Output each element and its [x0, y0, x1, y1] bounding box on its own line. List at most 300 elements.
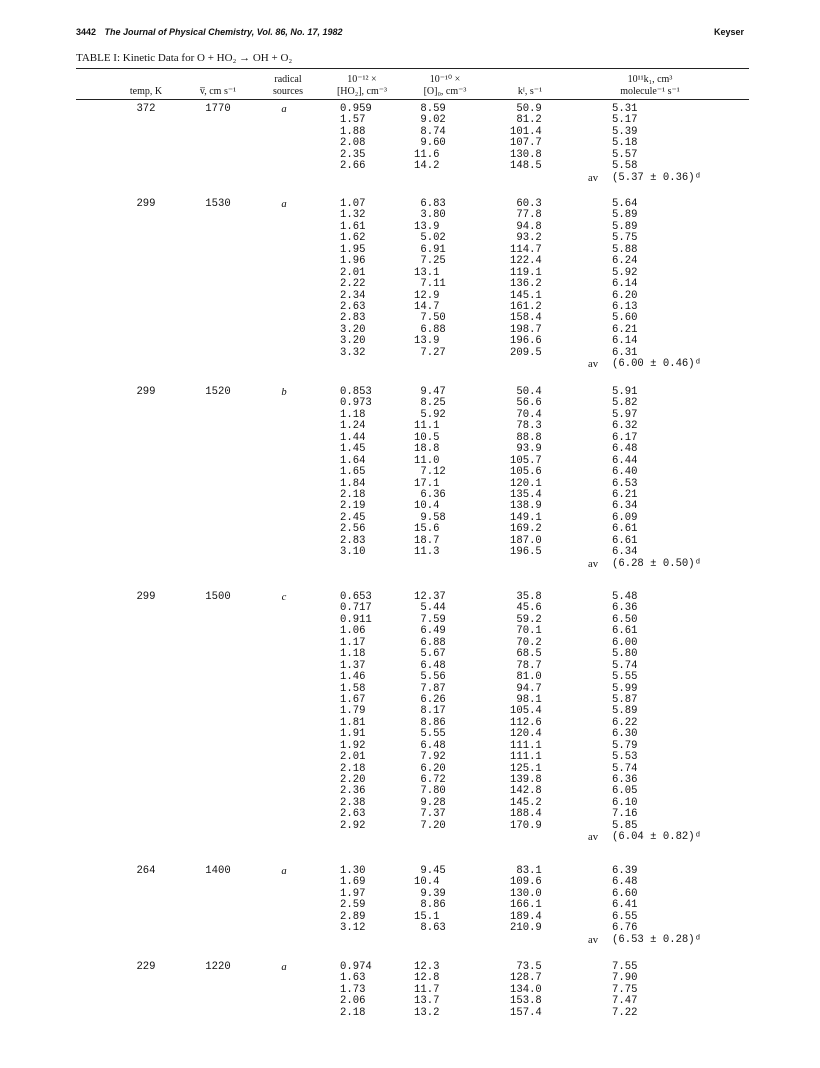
cell-k1: 6.61 — [612, 534, 638, 547]
cell-o: 8.59 — [414, 103, 446, 115]
cell-ho2: 2.01 — [340, 266, 366, 279]
cell-kI: 198.7 — [510, 323, 542, 336]
cell-kI: 50.4 — [510, 386, 542, 398]
cell-o: 5.92 — [414, 408, 446, 421]
cell-kI: 196.6 — [510, 335, 542, 348]
average-row — [76, 173, 749, 184]
cell-ho2: 1.62 — [340, 232, 366, 245]
table-row — [76, 672, 749, 683]
cell-kI: 161.2 — [510, 300, 542, 313]
cell-kI: 145.1 — [510, 289, 542, 302]
group-velocity: 1400 — [205, 865, 231, 877]
cell-kI: 209.5 — [510, 346, 542, 359]
cell-o: 6.20 — [414, 762, 446, 775]
cell-k1: 6.30 — [612, 728, 638, 741]
cell-k1: 7.75 — [612, 983, 638, 996]
cell-kI: 142.8 — [510, 785, 542, 798]
table-row — [76, 536, 749, 547]
cell-k1: 6.55 — [612, 910, 638, 923]
cell-k1: 5.58 — [612, 160, 638, 173]
cell-o: 7.25 — [414, 255, 446, 268]
cell-o: 12.8 — [414, 972, 440, 985]
cell-ho2: 2.34 — [340, 289, 366, 302]
cell-k1: 5.18 — [612, 137, 638, 150]
cell-ho2: 1.30 — [340, 865, 366, 877]
cell-ho2: 0.911 — [340, 613, 372, 626]
cell-k1: 6.17 — [612, 431, 638, 444]
header-k1 — [590, 74, 710, 97]
cell-ho2: 0.717 — [340, 602, 372, 615]
table-row — [76, 741, 749, 752]
table-row — [76, 433, 749, 444]
table-row — [76, 996, 749, 1007]
cell-kI: 189.4 — [510, 910, 542, 923]
table-row — [76, 127, 749, 138]
table-row — [76, 547, 749, 558]
page-number: 3442 — [76, 27, 97, 37]
cell-k1: 5.39 — [612, 125, 638, 138]
cell-k1: 6.32 — [612, 420, 638, 433]
cell-k1: 5.74 — [612, 762, 638, 775]
header-radical-top: radical — [274, 74, 302, 85]
cell-kI: 120.4 — [510, 728, 542, 741]
table-row — [76, 336, 749, 347]
table-row — [76, 245, 749, 256]
cell-o: 13.1 — [414, 266, 440, 279]
table-row — [76, 973, 749, 984]
cell-kI: 81.0 — [510, 671, 542, 684]
cell-ho2: 1.91 — [340, 728, 366, 741]
cell-ho2: 1.73 — [340, 983, 366, 996]
cell-k1: 6.61 — [612, 523, 638, 536]
cell-ho2: 2.66 — [340, 160, 366, 173]
table-row — [76, 513, 749, 524]
table-row — [76, 603, 749, 614]
cell-k1: 6.50 — [612, 613, 638, 626]
average-value: (6.53 ± 0.28)ᵈ — [612, 933, 702, 946]
cell-ho2: 2.18 — [340, 488, 366, 501]
cell-o: 11.6 — [414, 148, 440, 161]
cell-ho2: 1.18 — [340, 408, 366, 421]
table-row — [76, 729, 749, 740]
table-row — [76, 222, 749, 233]
cell-kI: 81.2 — [510, 114, 542, 127]
cell-ho2: 0.974 — [340, 961, 372, 973]
cell-o: 12.9 — [414, 289, 440, 302]
cell-kI: 112.6 — [510, 716, 542, 729]
cell-ho2: 1.92 — [340, 739, 366, 752]
cell-k1: 6.24 — [612, 255, 638, 268]
cell-o: 14.7 — [414, 300, 440, 313]
table-row — [76, 161, 749, 172]
table-row — [76, 638, 749, 649]
cell-kI: 94.8 — [510, 220, 542, 233]
cell-ho2: 1.37 — [340, 659, 366, 672]
cell-k1: 6.34 — [612, 500, 638, 513]
group-temp: 229 — [136, 961, 156, 973]
cell-ho2: 2.18 — [340, 762, 366, 775]
header-k1-top: 10¹¹k₁, cm³ — [627, 74, 673, 85]
table-row — [76, 912, 749, 923]
average-row — [76, 359, 749, 370]
group-source: a — [281, 104, 287, 115]
cell-ho2: 2.22 — [340, 278, 366, 291]
cell-k1: 6.36 — [612, 602, 638, 615]
cell-k1: 7.16 — [612, 808, 638, 821]
cell-kI: 68.5 — [510, 648, 542, 661]
cell-kI: 70.1 — [510, 625, 542, 638]
cell-ho2: 2.06 — [340, 995, 366, 1008]
cell-k1: 5.55 — [612, 671, 638, 684]
group-temp: 299 — [136, 386, 156, 398]
cell-k1: 5.60 — [612, 312, 638, 325]
average-value: (6.28 ± 0.50)ᵈ — [612, 557, 702, 570]
cell-ho2: 1.64 — [340, 454, 366, 467]
group-velocity: 1770 — [205, 103, 231, 115]
cell-ho2: 2.63 — [340, 808, 366, 821]
table-row — [76, 798, 749, 809]
table-row — [76, 877, 749, 888]
cell-k1: 5.89 — [612, 705, 638, 718]
cell-kI: 93.9 — [510, 443, 542, 456]
cell-ho2: 3.20 — [340, 323, 366, 336]
table-row — [76, 150, 749, 161]
table-row — [76, 718, 749, 729]
cell-kI: 148.5 — [510, 160, 542, 173]
cell-k1: 6.34 — [612, 546, 638, 559]
cell-kI: 56.6 — [510, 397, 542, 410]
cell-o: 8.25 — [414, 397, 446, 410]
cell-kI: 158.4 — [510, 312, 542, 325]
cell-o: 15.1 — [414, 910, 440, 923]
cell-kI: 157.4 — [510, 1006, 542, 1019]
header-kI: kᴵ, s⁻¹ — [517, 86, 543, 97]
cell-ho2: 3.12 — [340, 922, 366, 935]
cell-kI: 60.3 — [510, 198, 542, 210]
table-row — [76, 210, 749, 221]
table-row — [76, 104, 749, 115]
table-row — [76, 900, 749, 911]
cell-o: 7.80 — [414, 785, 446, 798]
cell-o: 8.74 — [414, 125, 446, 138]
cell-k1: 6.76 — [612, 922, 638, 935]
cell-ho2: 2.89 — [340, 910, 366, 923]
cell-k1: 5.91 — [612, 386, 638, 398]
table-row — [76, 233, 749, 244]
group-velocity: 1220 — [205, 961, 231, 973]
header-velocity: v̅, cm s⁻¹ — [199, 86, 237, 97]
header-o-top: 10⁻¹⁰ × — [429, 74, 461, 85]
cell-k1: 5.74 — [612, 659, 638, 672]
cell-k1: 6.20 — [612, 289, 638, 302]
cell-k1: 6.21 — [612, 488, 638, 501]
cell-k1: 5.88 — [612, 243, 638, 256]
cell-ho2: 1.24 — [340, 420, 366, 433]
cell-k1: 7.90 — [612, 972, 638, 985]
cell-ho2: 1.81 — [340, 716, 366, 729]
cell-kI: 166.1 — [510, 899, 542, 912]
cell-kI: 94.7 — [510, 682, 542, 695]
cell-o: 6.88 — [414, 323, 446, 336]
cell-kI: 134.0 — [510, 983, 542, 996]
table-header-rule — [76, 99, 749, 100]
cell-o: 13.2 — [414, 1006, 440, 1019]
cell-o: 3.80 — [414, 209, 446, 222]
cell-o: 8.63 — [414, 922, 446, 935]
cell-o: 7.59 — [414, 613, 446, 626]
cell-o: 7.92 — [414, 751, 446, 764]
cell-k1: 6.10 — [612, 796, 638, 809]
cell-kI: 88.8 — [510, 431, 542, 444]
cell-ho2: 1.88 — [340, 125, 366, 138]
cell-o: 12.3 — [414, 961, 440, 973]
table-row — [76, 866, 749, 877]
cell-ho2: 1.96 — [340, 255, 366, 268]
cell-o: 9.60 — [414, 137, 446, 150]
cell-o: 12.37 — [414, 591, 446, 603]
cell-o: 9.45 — [414, 865, 446, 877]
cell-o: 14.2 — [414, 160, 440, 173]
cell-ho2: 1.32 — [340, 209, 366, 222]
cell-ho2: 2.35 — [340, 148, 366, 161]
group-temp: 372 — [136, 103, 156, 115]
cell-kI: 59.2 — [510, 613, 542, 626]
cell-ho2: 1.17 — [340, 636, 366, 649]
cell-o: 8.17 — [414, 705, 446, 718]
cell-kI: 130.8 — [510, 148, 542, 161]
cell-kI: 120.1 — [510, 477, 542, 490]
cell-k1: 6.14 — [612, 335, 638, 348]
cell-o: 7.20 — [414, 819, 446, 832]
cell-ho2: 1.84 — [340, 477, 366, 490]
cell-ho2: 2.19 — [340, 500, 366, 513]
cell-kI: 210.9 — [510, 922, 542, 935]
cell-ho2: 2.38 — [340, 796, 366, 809]
cell-kI: 93.2 — [510, 232, 542, 245]
average-label: av — [588, 359, 598, 371]
cell-k1: 6.48 — [612, 443, 638, 456]
table-row — [76, 291, 749, 302]
header-k1-bottom: molecule⁻¹ s⁻¹ — [620, 86, 680, 97]
table-row — [76, 985, 749, 996]
cell-kI: 98.1 — [510, 693, 542, 706]
table-row — [76, 752, 749, 763]
cell-ho2: 2.01 — [340, 751, 366, 764]
table-row — [76, 962, 749, 973]
cell-k1: 5.85 — [612, 819, 638, 832]
cell-o: 9.02 — [414, 114, 446, 127]
table-row — [76, 115, 749, 126]
cell-o: 7.12 — [414, 466, 446, 479]
cell-o: 5.55 — [414, 728, 446, 741]
cell-o: 7.87 — [414, 682, 446, 695]
cell-o: 18.8 — [414, 443, 440, 456]
cell-kI: 70.2 — [510, 636, 542, 649]
cell-o: 11.0 — [414, 454, 440, 467]
group-source: a — [281, 199, 287, 210]
cell-o: 7.27 — [414, 346, 446, 359]
average-label: av — [588, 934, 598, 946]
cell-ho2: 1.06 — [340, 625, 366, 638]
cell-kI: 73.5 — [510, 961, 542, 973]
cell-k1: 5.31 — [612, 103, 638, 115]
average-value: (6.04 ± 0.82)ᵈ — [612, 831, 702, 844]
cell-o: 6.91 — [414, 243, 446, 256]
header-ho2 — [322, 74, 402, 97]
cell-ho2: 1.57 — [340, 114, 366, 127]
cell-kI: 114.7 — [510, 243, 542, 256]
cell-k1: 5.53 — [612, 751, 638, 764]
cell-o: 10.5 — [414, 431, 440, 444]
cell-kI: 135.4 — [510, 488, 542, 501]
cell-k1: 5.97 — [612, 408, 638, 421]
table-row — [76, 775, 749, 786]
table-row — [76, 256, 749, 267]
cell-ho2: 1.95 — [340, 243, 366, 256]
table-row — [76, 479, 749, 490]
cell-kI: 169.2 — [510, 523, 542, 536]
cell-kI: 45.6 — [510, 602, 542, 615]
cell-o: 13.9 — [414, 335, 440, 348]
group-temp: 264 — [136, 865, 156, 877]
cell-o: 17.1 — [414, 477, 440, 490]
header-o-bottom: [O]₀, cm⁻³ — [423, 86, 467, 97]
cell-k1: 5.79 — [612, 739, 638, 752]
table-row — [76, 279, 749, 290]
cell-o: 10.4 — [414, 500, 440, 513]
cell-kI: 128.7 — [510, 972, 542, 985]
table-row — [76, 268, 749, 279]
cell-k1: 7.55 — [612, 961, 638, 973]
cell-k1: 6.31 — [612, 346, 638, 359]
cell-k1: 5.92 — [612, 266, 638, 279]
table-row — [76, 626, 749, 637]
cell-o: 9.47 — [414, 386, 446, 398]
cell-k1: 6.36 — [612, 774, 638, 786]
cell-k1: 5.89 — [612, 209, 638, 222]
cell-kI: 188.4 — [510, 808, 542, 821]
group-source: a — [281, 866, 287, 877]
cell-o: 5.44 — [414, 602, 446, 615]
group-source: a — [281, 962, 287, 973]
cell-ho2: 2.56 — [340, 523, 366, 536]
cell-ho2: 2.36 — [340, 785, 366, 798]
table-row — [76, 1008, 749, 1019]
table-row — [76, 923, 749, 934]
cell-kI: 119.1 — [510, 266, 542, 279]
table-row — [76, 684, 749, 695]
cell-kI: 83.1 — [510, 865, 542, 877]
cell-kI: 78.7 — [510, 659, 542, 672]
cell-kI: 130.0 — [510, 887, 542, 900]
cell-o: 9.28 — [414, 796, 446, 809]
cell-kI: 111.1 — [510, 739, 542, 752]
cell-kI: 105.6 — [510, 466, 542, 479]
cell-ho2: 3.32 — [340, 346, 366, 359]
average-row — [76, 832, 749, 843]
cell-k1: 5.89 — [612, 220, 638, 233]
cell-ho2: 1.63 — [340, 972, 366, 985]
cell-ho2: 2.83 — [340, 534, 366, 547]
cell-kI: 125.1 — [510, 762, 542, 775]
cell-o: 6.48 — [414, 659, 446, 672]
table-row — [76, 490, 749, 501]
group-source: c — [281, 592, 287, 603]
table-row — [76, 661, 749, 672]
header-ho2-top: 10⁻¹² × — [347, 74, 377, 85]
cell-k1: 5.80 — [612, 648, 638, 661]
cell-o: 9.58 — [414, 511, 446, 524]
table-row — [76, 695, 749, 706]
group-velocity: 1530 — [205, 198, 231, 210]
cell-o: 13.9 — [414, 220, 440, 233]
cell-k1: 6.61 — [612, 625, 638, 638]
cell-k1: 5.82 — [612, 397, 638, 410]
cell-ho2: 0.853 — [340, 386, 372, 398]
cell-k1: 6.53 — [612, 477, 638, 490]
table-row — [76, 889, 749, 900]
cell-k1: 5.99 — [612, 682, 638, 695]
cell-kI: 153.8 — [510, 995, 542, 1008]
cell-ho2: 2.63 — [340, 300, 366, 313]
cell-k1: 7.47 — [612, 995, 638, 1008]
cell-ho2: 0.959 — [340, 103, 372, 115]
cell-k1: 6.41 — [612, 899, 638, 912]
table-row — [76, 786, 749, 797]
cell-o: 6.72 — [414, 774, 446, 786]
average-value: (5.37 ± 0.36)ᵈ — [612, 171, 702, 184]
cell-ho2: 2.20 — [340, 774, 366, 786]
running-header — [76, 27, 744, 41]
cell-ho2: 2.08 — [340, 137, 366, 150]
cell-o: 6.88 — [414, 636, 446, 649]
cell-ho2: 2.18 — [340, 1006, 366, 1019]
table-row — [76, 444, 749, 455]
cell-ho2: 0.653 — [340, 591, 372, 603]
cell-ho2: 1.97 — [340, 887, 366, 900]
table-row — [76, 410, 749, 421]
cell-kI: 70.4 — [510, 408, 542, 421]
table-row — [76, 199, 749, 210]
cell-ho2: 2.59 — [340, 899, 366, 912]
cell-kI: 77.8 — [510, 209, 542, 222]
cell-k1: 5.57 — [612, 148, 638, 161]
cell-k1: 5.87 — [612, 693, 638, 706]
cell-kI: 145.2 — [510, 796, 542, 809]
table-row — [76, 421, 749, 432]
cell-ho2: 0.973 — [340, 397, 372, 410]
journal-citation: The Journal of Physical Chemistry, Vol. 86, No. 17, 1982 — [104, 27, 343, 37]
header-temp: temp, K — [129, 86, 163, 97]
group-source: b — [281, 387, 287, 398]
cell-ho2: 2.92 — [340, 819, 366, 832]
cell-kI: 111.1 — [510, 751, 542, 764]
table-row — [76, 302, 749, 313]
cell-k1: 6.05 — [612, 785, 638, 798]
table-row — [76, 325, 749, 336]
cell-o: 5.02 — [414, 232, 446, 245]
cell-kI: 149.1 — [510, 511, 542, 524]
cell-ho2: 1.07 — [340, 198, 366, 210]
cell-o: 18.7 — [414, 534, 440, 547]
cell-kI: 105.7 — [510, 454, 542, 467]
cell-k1: 6.48 — [612, 876, 638, 889]
cell-k1: 6.40 — [612, 466, 638, 479]
table-row — [76, 456, 749, 467]
cell-kI: 139.8 — [510, 774, 542, 786]
cell-ho2: 1.58 — [340, 682, 366, 695]
group-velocity: 1500 — [205, 591, 231, 603]
